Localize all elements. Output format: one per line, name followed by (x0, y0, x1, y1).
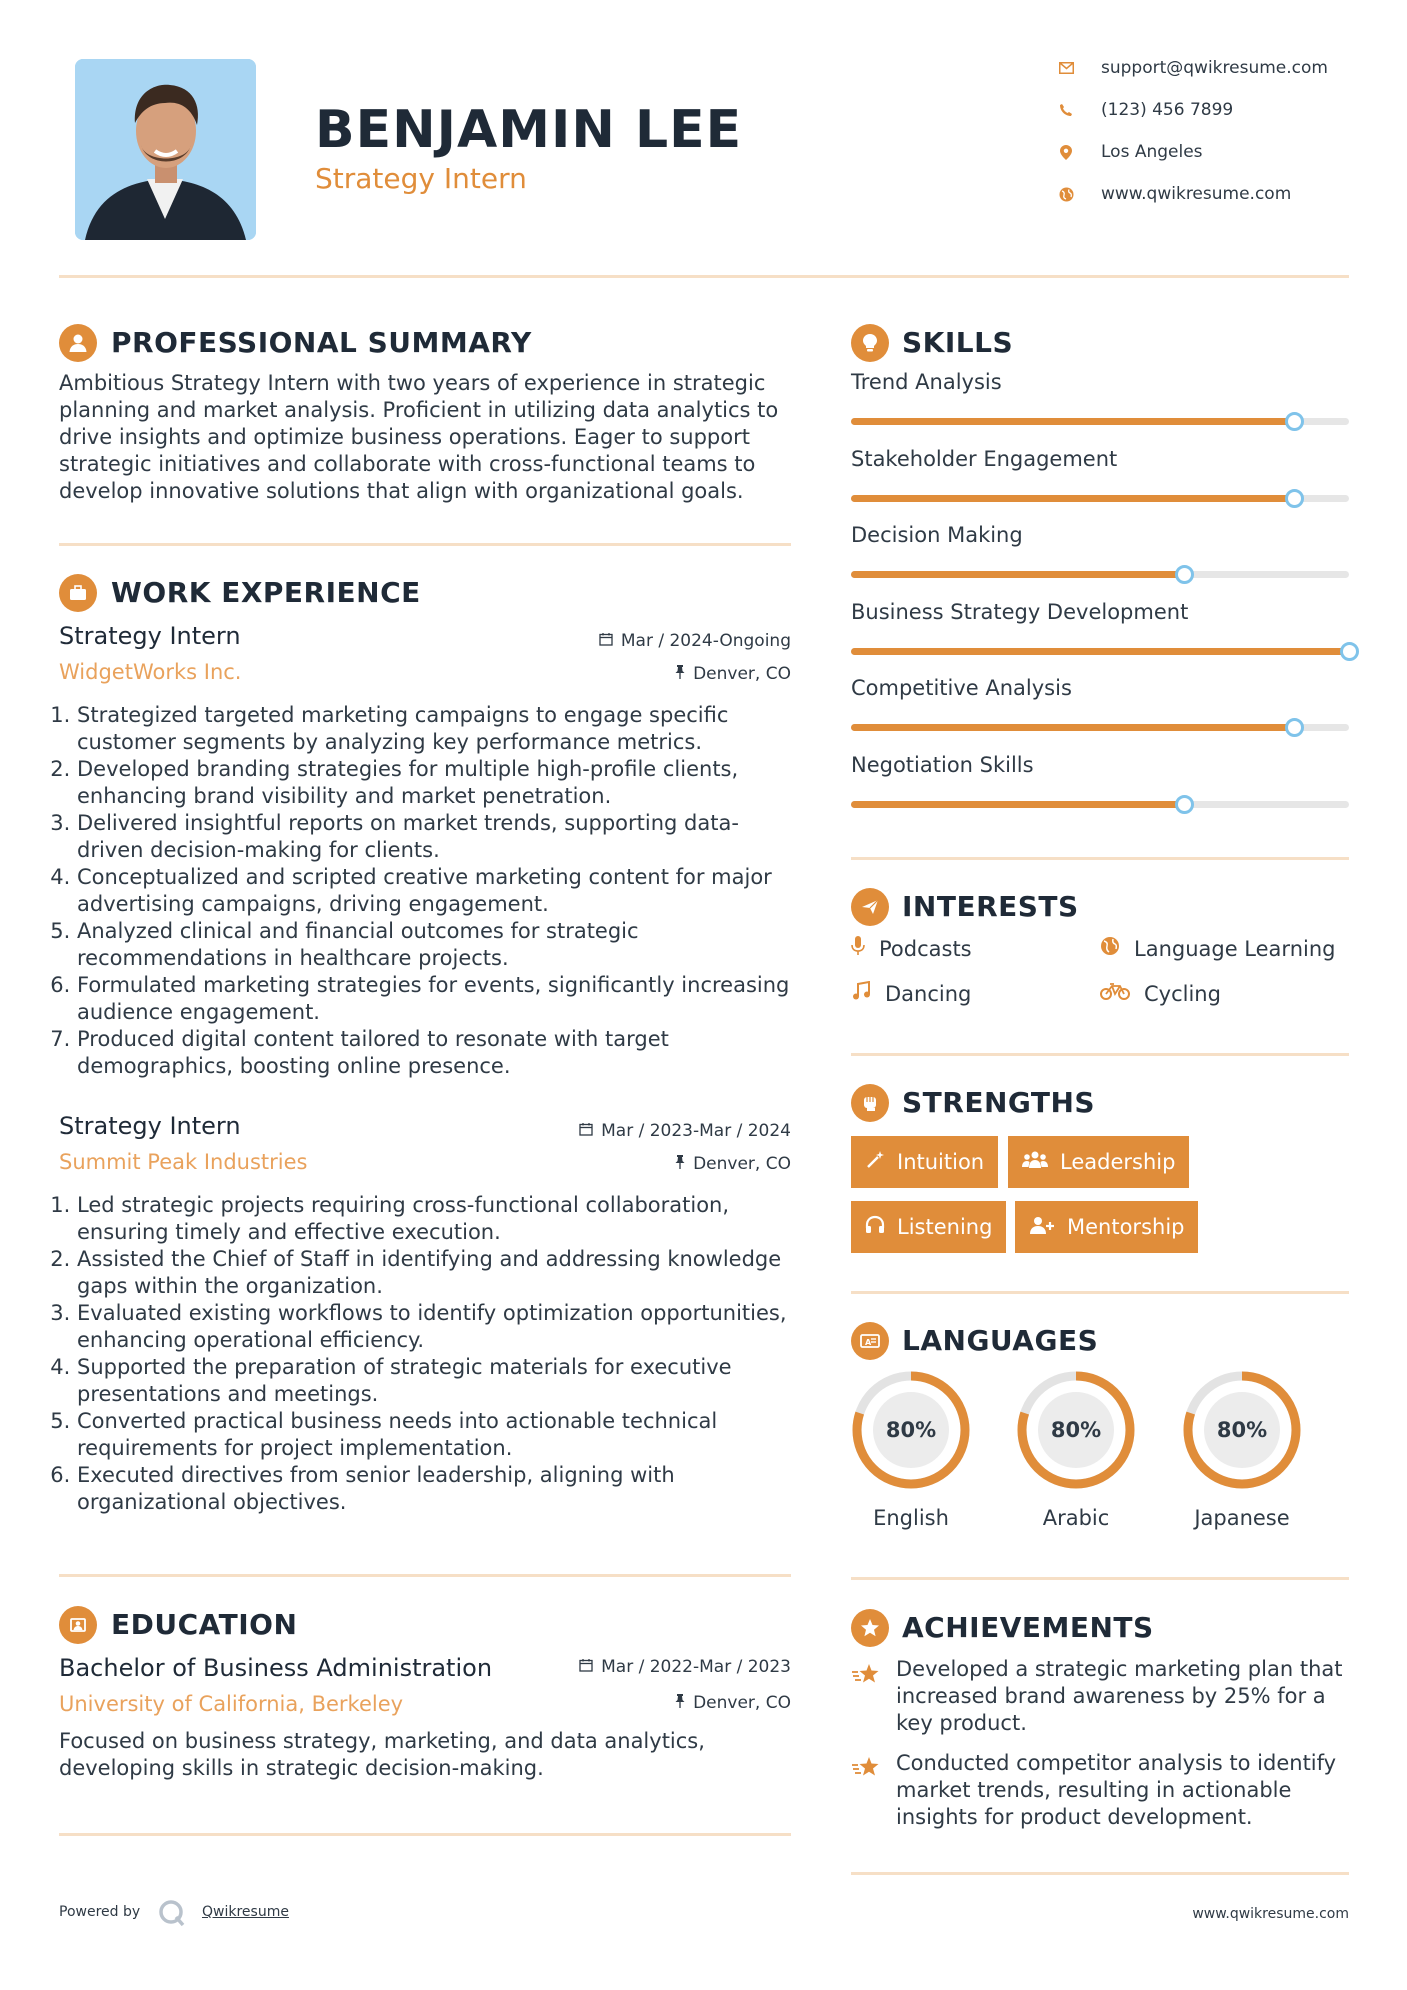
list-item: 1. Strategized targeted marketing campaigns to engage specific customer segments by analyzing key performance metrics. (77, 702, 799, 756)
contact-email-text: support@qwikresume.com (1101, 58, 1328, 78)
globe-icon (1100, 936, 1120, 961)
job-1-location-text: Denver, CO (693, 664, 791, 684)
language-percent-label: 80% (1050, 1418, 1102, 1442)
contact-location-text: Los Angeles (1101, 142, 1203, 162)
job-2-dates (500, 1121, 791, 1141)
interest-language-learning-label: Language Learning (1134, 936, 1336, 961)
qwikresume-link[interactable]: Qwikresume (202, 1904, 289, 1920)
qwikresume-logo-icon (157, 1898, 187, 1932)
list-item: 2. Assisted the Chief of Staff in identifying and addressing knowledge gaps within the organization. (77, 1246, 799, 1300)
achievement-item: Conducted competitor analysis to identify market trends, resulting in actionable insights for product development. (896, 1751, 1337, 1829)
pushpin-icon (675, 1693, 685, 1713)
envelope-icon (1055, 57, 1077, 79)
list-item: 3. Evaluated existing workflows to identify optimization opportunities, enhancing operational efficiency. (77, 1300, 799, 1354)
skill-level-knob (1285, 489, 1304, 508)
headphones-icon (865, 1215, 885, 1240)
job-2-bullets (59, 1192, 799, 1516)
contact-email[interactable] (1055, 53, 1355, 83)
skill-bar-fill (851, 495, 1294, 502)
list-item: 5. Analyzed clinical and financial outcomes for strategic recommendations in healthcare projects. (77, 918, 799, 972)
list-item: 6. Formulated marketing strategies for events, significantly increasing audience engagement. (77, 972, 799, 1026)
list-item: 5. Converted practical business needs into actionable technical requirements for project implementation. (77, 1408, 799, 1462)
skill-bar (851, 724, 1349, 731)
skill-bar-fill (851, 648, 1349, 655)
education-description: Focused on business strategy, marketing, and data analytics, developing skills in strategic decision-making. (59, 1729, 705, 1780)
header-divider (59, 275, 1349, 278)
interest-cycling-label: Cycling (1144, 981, 1221, 1006)
skill-label: Decision Making (851, 523, 1023, 547)
language-arabic-label: Arabic (1042, 1506, 1110, 1530)
education-divider (59, 1833, 791, 1836)
education-location (500, 1693, 791, 1713)
job-2-location-text: Denver, CO (693, 1154, 791, 1174)
interest-language-learning (1100, 936, 1335, 961)
list-item: 3. Delivered insightful reports on market trends, supporting data-driven decision-making for clients. (77, 810, 799, 864)
job-1-location (500, 664, 791, 684)
language-english-label: English (873, 1506, 949, 1530)
star-icon (851, 1755, 883, 1783)
achievement-item: Developed a strategic marketing plan that increased brand awareness by 25% for a key product. (896, 1657, 1343, 1735)
language-ring (1181, 1369, 1303, 1491)
interest-cycling (1100, 981, 1221, 1006)
education-school: University of California, Berkeley (59, 1692, 404, 1716)
skill-bar (851, 648, 1349, 655)
powered-by-text: Powered by (59, 1904, 141, 1920)
skill-bar (851, 418, 1349, 425)
music-note-icon (851, 981, 871, 1006)
achievements-divider (851, 1872, 1349, 1875)
languages-title: LANGUAGES (902, 1324, 1099, 1357)
skill-label: Competitive Analysis (851, 676, 1072, 700)
skill-level-knob (1285, 412, 1304, 431)
skill-level-knob (1285, 718, 1304, 737)
strength-leadership (1008, 1136, 1189, 1188)
list-item: 2. Developed branding strategies for multiple high-profile clients, enhancing brand visibility and market penetration. (77, 756, 799, 810)
interests-divider (851, 1053, 1349, 1056)
education-title: EDUCATION (111, 1608, 298, 1641)
language-percent-label: 80% (1216, 1418, 1268, 1442)
strength-listening (851, 1201, 1006, 1253)
language-ring (850, 1369, 972, 1491)
calendar-icon (599, 631, 613, 651)
job-1-company: WidgetWorks Inc. (59, 660, 242, 684)
graduation-icon (59, 1606, 97, 1644)
skill-label: Negotiation Skills (851, 752, 1034, 777)
interest-podcasts (851, 936, 972, 961)
list-item: 1. Led strategic projects requiring cross-functional collaboration, ensuring timely and effective execution. (77, 1192, 799, 1246)
interest-dancing (851, 981, 971, 1006)
job-1-title: Strategy Intern (59, 622, 241, 650)
skill-bar-fill (851, 571, 1185, 578)
skill-bar (851, 801, 1349, 808)
language-card-icon (851, 1322, 889, 1360)
paper-plane-icon (851, 888, 889, 926)
footer-website-link[interactable]: www.qwikresume.com (1192, 1906, 1349, 1922)
language-ring (1015, 1369, 1137, 1491)
strength-mentorship (1015, 1201, 1198, 1253)
user-icon (59, 324, 97, 362)
achievements-title: ACHIEVEMENTS (902, 1611, 1154, 1644)
experience-divider (59, 1574, 791, 1577)
profile-photo (75, 59, 256, 240)
job-2-location (500, 1154, 791, 1174)
calendar-icon (579, 1121, 593, 1141)
job-1-bullets (59, 702, 799, 1080)
candidate-name: BENJAMIN LEE (315, 100, 743, 160)
interest-podcasts-label: Podcasts (879, 936, 972, 961)
contact-phone-text: (123) 456 7899 (1101, 100, 1234, 120)
list-item: 4. Conceptualized and scripted creative marketing content for major advertising campaigns, driving engagement. (77, 864, 799, 918)
star-icon (851, 1662, 883, 1690)
phone-icon (1055, 99, 1077, 121)
interest-dancing-label: Dancing (885, 981, 972, 1006)
svg-text:A: A (865, 1338, 872, 1347)
skill-level-knob (1175, 795, 1194, 814)
job-2-title: Strategy Intern (59, 1112, 241, 1140)
contact-website[interactable] (1055, 179, 1355, 209)
magic-wand-icon (865, 1150, 885, 1175)
bicycle-icon (1100, 981, 1130, 1006)
strength-leadership-label: Leadership (1060, 1150, 1176, 1174)
location-pin-icon (1055, 141, 1077, 163)
summary-divider (59, 543, 791, 546)
users-icon (1022, 1150, 1048, 1175)
education-dates-text: Mar / 2022-Mar / 2023 (601, 1657, 791, 1677)
education-degree: Bachelor of Business Administration (59, 1654, 493, 1682)
candidate-role: Strategy Intern (315, 162, 527, 195)
skills-divider (851, 857, 1349, 860)
job-2-dates-text: Mar / 2023-Mar / 2024 (601, 1121, 791, 1141)
user-plus-icon (1029, 1215, 1055, 1240)
strength-listening-label: Listening (897, 1215, 993, 1239)
job-1-dates (500, 631, 791, 651)
skill-level-knob (1175, 565, 1194, 584)
skill-level-knob (1340, 642, 1359, 661)
strength-intuition (851, 1136, 998, 1188)
list-item: 4. Supported the preparation of strategic materials for executive presentations and meetings. (77, 1354, 799, 1408)
list-item: 6. Executed directives from senior leadership, aligning with organizational objectives. (77, 1462, 799, 1516)
education-dates (500, 1657, 791, 1677)
skill-bar-fill (851, 418, 1294, 425)
skill-bar-fill (851, 724, 1294, 731)
skill-label: Stakeholder Engagement (851, 446, 1118, 471)
skill-bar (851, 495, 1349, 502)
skill-bar (851, 571, 1349, 578)
experience-title: WORK EXPERIENCE (111, 576, 421, 609)
strength-intuition-label: Intuition (897, 1150, 985, 1174)
language-percent-label: 80% (885, 1418, 937, 1442)
contact-phone[interactable] (1055, 95, 1355, 125)
briefcase-icon (59, 574, 97, 612)
pushpin-icon (675, 664, 685, 684)
skills-title: SKILLS (902, 326, 1014, 359)
strength-mentorship-label: Mentorship (1067, 1215, 1185, 1239)
summary-text: Ambitious Strategy Intern with two years of experience in strategic planning and market analysis. Proficient in utilizing data analytics to drive insights and optimize business operations. Eager to support strategic initiatives and collaborate with cross-functional teams to develop innovative solutions that align with organizational goals. (59, 371, 779, 503)
lightbulb-icon (851, 324, 889, 362)
microphone-icon (851, 936, 865, 961)
job-2-company: Summit Peak Industries (59, 1150, 308, 1174)
globe-icon (1055, 183, 1077, 205)
skill-label: Business Strategy Development (851, 599, 1189, 624)
language-japanese-label: Japanese (1194, 1506, 1290, 1530)
contact-location (1055, 137, 1355, 167)
list-item: 7. Produced digital content tailored to resonate with target demographics, boosting online presence. (77, 1026, 799, 1080)
pushpin-icon (675, 1154, 685, 1174)
languages-divider (851, 1577, 1349, 1580)
contact-website-text: www.qwikresume.com (1101, 184, 1292, 204)
star-badge-icon (851, 1609, 889, 1647)
calendar-icon (579, 1657, 593, 1677)
strengths-divider (851, 1291, 1349, 1294)
education-location-text: Denver, CO (693, 1693, 791, 1713)
fist-icon (851, 1084, 889, 1122)
job-1-dates-text: Mar / 2024-Ongoing (620, 631, 791, 651)
skill-label: Trend Analysis (851, 370, 1002, 394)
summary-title: PROFESSIONAL SUMMARY (111, 326, 532, 359)
strengths-title: STRENGTHS (902, 1086, 1096, 1119)
skill-bar-fill (851, 801, 1185, 808)
interests-title: INTERESTS (902, 890, 1079, 923)
